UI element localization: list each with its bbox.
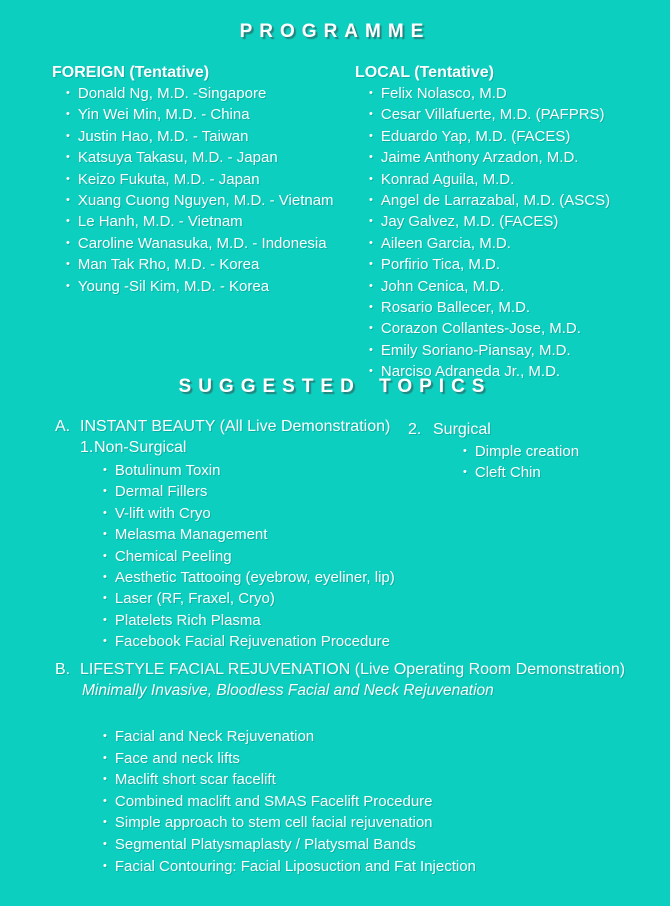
bullet-icon: •: [369, 129, 373, 142]
section-b-subtitle: Minimally Invasive, Bloodless Facial and Neck Rejuvenation: [82, 682, 494, 699]
bullet-icon: •: [66, 215, 70, 228]
bullet-icon: •: [369, 343, 373, 356]
list-item: [103, 792, 625, 814]
bullet-icon: •: [369, 172, 373, 185]
list-item: [103, 813, 625, 835]
item-text: Narciso Adraneda Jr., M.D.: [380, 363, 561, 381]
list-item: [66, 212, 334, 233]
list-item: [369, 341, 610, 362]
item-text: Dermal Fillers: [114, 483, 208, 501]
bullet-icon: •: [369, 279, 373, 292]
bullet-icon: •: [66, 129, 70, 142]
item-text: Dimple creation: [474, 443, 580, 460]
list-item: [103, 482, 395, 503]
section-a-label: A.: [55, 418, 71, 435]
bullet-icon: •: [66, 194, 70, 207]
bullet-icon: •: [369, 215, 373, 228]
list-item: [369, 148, 610, 169]
list-item: [66, 255, 334, 276]
bullet-icon: •: [103, 837, 107, 850]
item-text: Facebook Facial Rejuvenation Procedure: [114, 633, 391, 651]
section-instant-beauty: [55, 416, 395, 654]
item-text: Angel de Larrazabal, M.D. (ASCS): [380, 192, 611, 210]
list-item: [369, 84, 610, 105]
bullet-icon: •: [369, 322, 373, 335]
item-text: Cleft Chin: [474, 464, 541, 482]
section-b-label: B.: [55, 661, 71, 678]
bullet-icon: •: [103, 751, 107, 764]
item-text: Justin Hao, M.D. - Taiwan: [77, 127, 249, 145]
item-text: Jay Galvez, M.D. (FACES): [380, 213, 559, 231]
section-b-heading: LIFESTYLE FACIAL REJUVENATION (Live Operating Room Demonstration): [80, 661, 626, 678]
list-item: [66, 170, 334, 191]
bullet-icon: •: [66, 236, 70, 249]
foreign-heading: FOREIGN (Tentative): [52, 64, 210, 81]
bullet-icon: •: [66, 172, 70, 185]
bullet-icon: •: [369, 87, 373, 99]
bullet-icon: •: [103, 506, 107, 519]
item-text: Facial and Neck Rejuvenation: [114, 728, 315, 745]
surgical-list: [408, 442, 579, 485]
list-item: [103, 857, 625, 879]
list-item: [369, 127, 610, 148]
foreign-section: [52, 62, 334, 298]
bullet-icon: •: [369, 151, 373, 164]
list-item: [103, 632, 395, 653]
section-2-label: 2.: [408, 421, 422, 438]
subsection-1-heading: Non-Surgical: [94, 439, 187, 456]
section-a-heading: INSTANT BEAUTY (All Live Demonstration): [80, 418, 391, 435]
list-item: [103, 770, 625, 792]
bullet-icon: •: [103, 592, 107, 605]
list-item: [66, 105, 334, 126]
item-text: Eduardo Yap, M.D. (FACES): [380, 127, 571, 145]
bullet-icon: •: [103, 613, 107, 626]
item-text: Maclift short scar facelift: [114, 771, 276, 789]
list-item: [66, 127, 334, 148]
item-text: Aileen Garcia, M.D.: [380, 234, 511, 252]
item-text: Man Tak Rho, M.D. - Korea: [77, 256, 260, 274]
bullet-icon: •: [369, 301, 373, 314]
list-item: [66, 148, 334, 169]
item-text: Emily Soriano-Piansay, M.D.: [380, 341, 571, 359]
item-text: Platelets Rich Plasma: [114, 611, 261, 629]
bullet-icon: •: [369, 236, 373, 249]
bullet-icon: •: [66, 258, 70, 271]
list-item: [103, 749, 625, 771]
item-text: Aesthetic Tattooing (eyebrow, eyeliner, lip): [114, 569, 395, 587]
list-item: [103, 504, 395, 525]
item-text: Melasma Management: [114, 526, 268, 544]
bullet-icon: •: [66, 151, 70, 164]
item-text: Xuang Cuong Nguyen, M.D. - Vietnam: [77, 192, 334, 210]
item-text: Botulinum Toxin: [114, 462, 221, 479]
list-item: [103, 547, 395, 568]
bullet-icon: •: [463, 466, 467, 479]
item-text: Caroline Wanasuka, M.D. - Indonesia: [77, 234, 327, 252]
bullet-icon: •: [103, 485, 107, 498]
bullet-icon: •: [369, 108, 373, 121]
bullet-icon: •: [369, 258, 373, 271]
bullet-icon: •: [103, 549, 107, 562]
item-text: Combined maclift and SMAS Facelift Procedure: [114, 792, 433, 810]
bullet-icon: •: [103, 571, 107, 584]
bullet-icon: •: [369, 365, 373, 378]
item-text: Felix Nolasco, M.D: [380, 85, 507, 102]
item-text: John Cenica, M.D.: [380, 277, 505, 295]
bullet-icon: •: [103, 773, 107, 786]
item-text: Laser (RF, Fraxel, Cryo): [114, 590, 275, 608]
list-item: [369, 234, 610, 255]
bullet-icon: •: [66, 279, 70, 292]
item-text: Jaime Anthony Arzadon, M.D.: [380, 149, 579, 167]
list-item: [103, 461, 395, 482]
item-text: Face and neck lifts: [114, 749, 240, 767]
list-item: [103, 589, 395, 610]
item-text: Facial Contouring: Facial Liposuction and Fat Injection: [114, 857, 476, 875]
list-item: [103, 525, 395, 546]
list-item: [463, 463, 579, 484]
list-item: [66, 277, 334, 298]
nonsurgical-list: [55, 461, 395, 654]
item-text: V-lift with Cryo: [114, 504, 211, 522]
list-item: [66, 191, 334, 212]
item-text: Cesar Villafuerte, M.D. (PAFPRS): [380, 106, 605, 124]
list-item: [103, 727, 625, 749]
list-item: [369, 255, 610, 276]
list-item: [66, 234, 334, 255]
list-item: [103, 611, 395, 632]
item-text: Rosario Ballecer, M.D.: [380, 299, 531, 317]
list-item: [369, 319, 610, 340]
list-item: [369, 212, 610, 233]
list-item: [369, 170, 610, 191]
bullet-icon: •: [103, 730, 107, 742]
list-item: [103, 568, 395, 589]
item-text: Donald Ng, M.D. -Singapore: [77, 85, 267, 102]
bullet-icon: •: [103, 794, 107, 807]
bullet-icon: •: [103, 528, 107, 541]
local-heading: LOCAL (Tentative): [355, 64, 494, 81]
section-2-heading: Surgical: [433, 421, 491, 438]
local-list: [355, 84, 610, 384]
bullet-icon: •: [103, 464, 107, 476]
page-title: PROGRAMME: [239, 21, 431, 42]
list-item: [369, 298, 610, 319]
bullet-icon: •: [369, 194, 373, 207]
item-text: Yin Wei Min, M.D. - China: [77, 106, 250, 124]
list-item: [66, 84, 334, 105]
item-text: Young -Sil Kim, M.D. - Korea: [77, 277, 270, 295]
item-text: Corazon Collantes-Jose, M.D.: [380, 320, 581, 338]
local-section: [355, 62, 610, 384]
list-item: [463, 442, 579, 463]
item-text: Segmental Platysmaplasty / Platysmal Bands: [114, 835, 416, 853]
bullet-icon: •: [103, 816, 107, 829]
item-text: Porfirio Tica, M.D.: [380, 256, 501, 274]
item-text: Simple approach to stem cell facial rejuvenation: [114, 814, 433, 832]
section-surgical: [408, 419, 579, 485]
suggested-topics-title: SUGGESTED TOPICS: [178, 376, 492, 397]
bullet-icon: •: [103, 859, 107, 872]
list-item: [369, 105, 610, 126]
item-text: Konrad Aguila, M.D.: [380, 170, 515, 188]
section-lifestyle-rejuvenation: [55, 659, 625, 878]
list-item: [369, 277, 610, 298]
list-item: [103, 835, 625, 857]
item-text: Le Hanh, M.D. - Vietnam: [77, 213, 243, 231]
bullet-icon: •: [103, 635, 107, 648]
item-text: Keizo Fukuta, M.D. - Japan: [77, 170, 260, 188]
item-text: Chemical Peeling: [114, 547, 232, 565]
bullet-icon: •: [66, 87, 70, 99]
bullet-icon: •: [66, 108, 70, 121]
subsection-1-label: 1.: [80, 439, 94, 456]
lifestyle-list: [55, 727, 625, 878]
foreign-list: [52, 84, 334, 298]
list-item: [369, 191, 610, 212]
item-text: Katsuya Takasu, M.D. - Japan: [77, 149, 278, 167]
bullet-icon: •: [463, 445, 467, 457]
